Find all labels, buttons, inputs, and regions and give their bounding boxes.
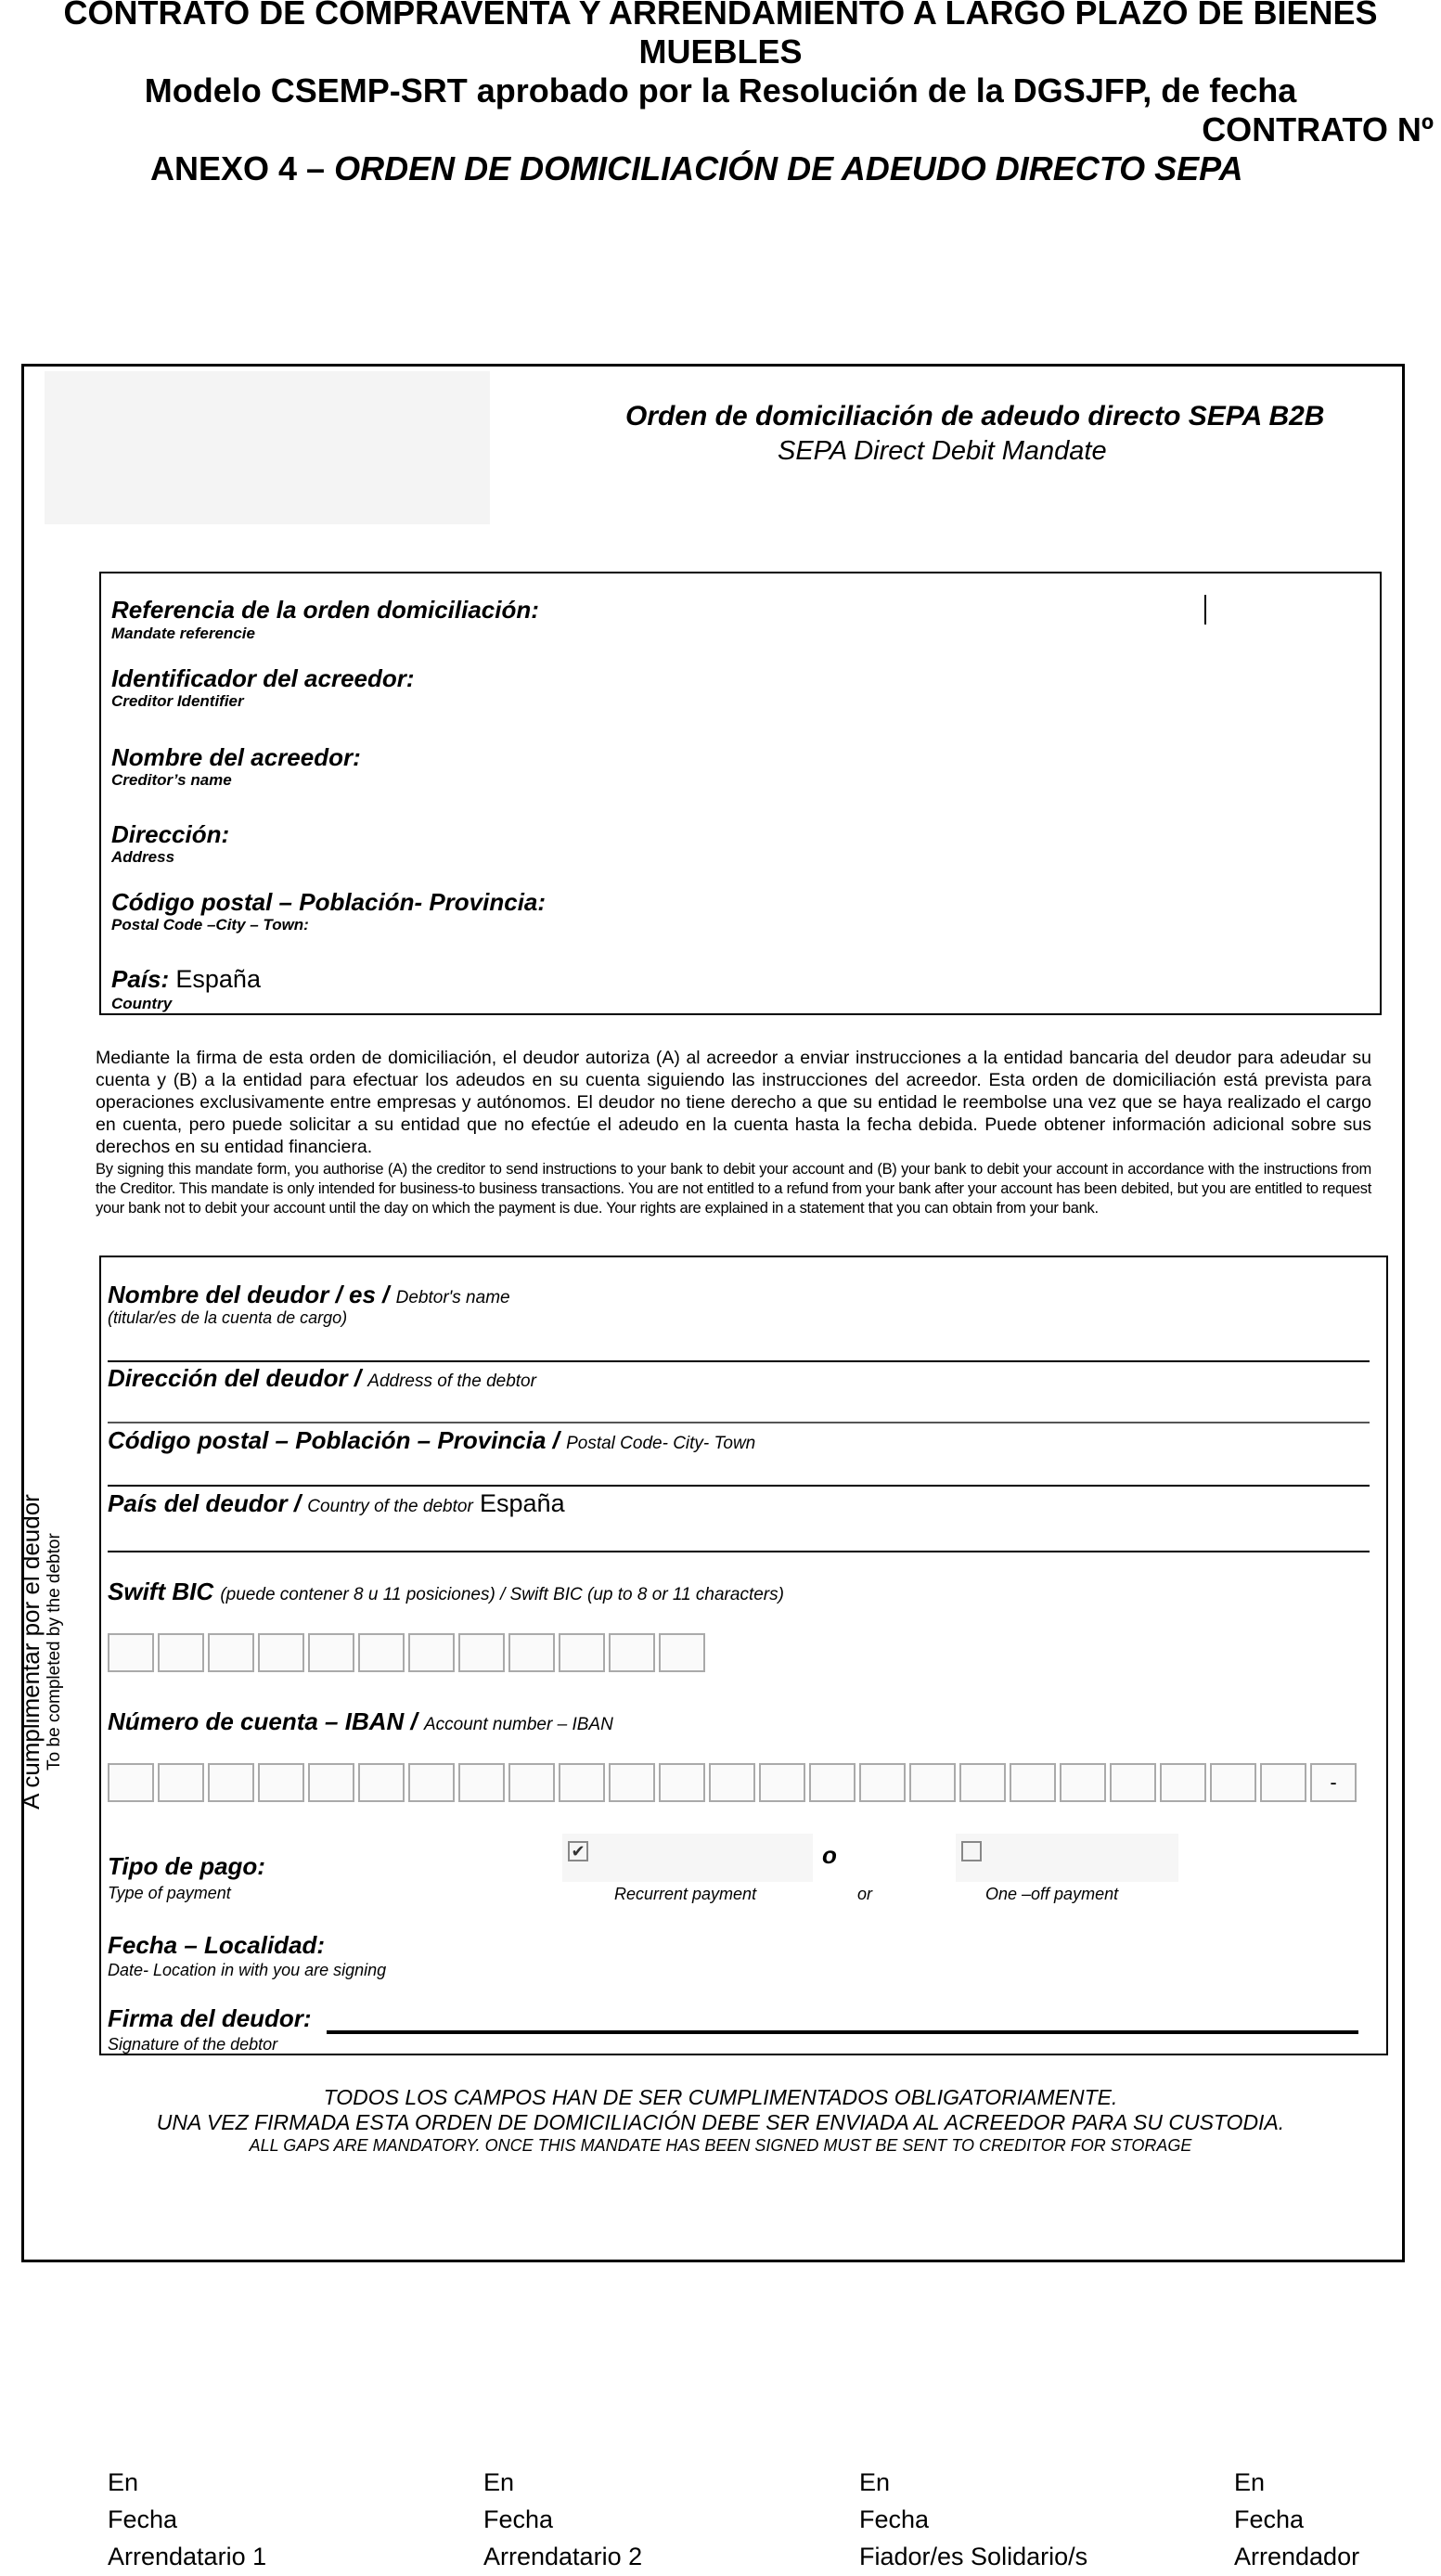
debtor-name-field[interactable] [108, 1360, 1370, 1362]
iban-cell[interactable] [859, 1763, 906, 1802]
debtor-postal-row [108, 1427, 755, 1457]
iban-cell[interactable] [909, 1763, 956, 1802]
signature-col-arrendatario-2 [483, 2464, 642, 2575]
iban-cell[interactable] [559, 1763, 605, 1802]
debtor-country-field[interactable] [108, 1551, 1370, 1552]
contract-title-line2: MUEBLES [638, 32, 803, 71]
or-en: or [857, 1885, 873, 1903]
sig-en: En [1234, 2468, 1266, 2496]
creditor-name-label: Nombre del acreedor: [111, 743, 361, 771]
sig-fecha: Fecha [1234, 2505, 1305, 2533]
iban-cell[interactable] [458, 1763, 505, 1802]
iban-cell[interactable] [959, 1763, 1006, 1802]
debtor-country-value: España [480, 1489, 565, 1517]
sig-fecha: Fecha [483, 2505, 554, 2533]
iban-cell[interactable] [208, 1763, 254, 1802]
bic-cell[interactable] [408, 1633, 455, 1672]
side-note-en: To be completed by the debtor [45, 1533, 64, 1771]
creditor-logo-area [45, 371, 490, 524]
mandate-text-es: Mediante la firma de esta orden de domiciliación, el deudor autoriza (A) al acreedor a enviar instrucciones a la entidad bancaria del deudor para adeudar su cuenta y (B) a la entidad para efectuar los adeudos en su cuenta siguiendo las instrucciones del acreedor. Esta orden de domiciliación está prevista para operaciones exclusivamente entre empresas y autónomos. El deudor no tiene derecho a que su entidad le reembolse una vez que se haya realizado el cargo en cuenta, pero puede solicitar a su entidad que no efectúe el adeudo en la cuenta hasta la fecha debida. Puede obtener información adicional sobre sus derechos en su entidad financiera. [96, 1048, 1371, 1157]
creditor-name-sub: Creditor’s name [111, 771, 232, 789]
sig-en: En [483, 2468, 515, 2496]
bic-row [108, 1578, 784, 1608]
signature-col-arrendador [1234, 2464, 1359, 2575]
bic-cell[interactable] [358, 1633, 405, 1672]
debtor-country-label: País del deudor / [108, 1489, 308, 1517]
sig-fecha: Fecha [859, 2505, 930, 2533]
annex-title [150, 150, 1242, 187]
iban-row [108, 1708, 613, 1738]
side-note [17, 1457, 65, 1847]
bic-en: (puede contener 8 u 11 posiciones) / Swift BIC (up to 8 or 11 characters) [220, 1585, 784, 1604]
sig-role: Arrendador [1234, 2543, 1360, 2570]
debtor-postal-label: Código postal – Población – Provincia / [108, 1426, 567, 1454]
mandate-text-en: By signing this mandate form, you authorise (A) the creditor to send instructions to your bank to debit your account and (B) your bank to debit your account in accordance with the instructions from the Creditor. This mandate is only intended for business-to business transactions. You are not entitled to a refund from your bank after your account has been debited, but you are entitled to request your bank not to debit your account until the day on which the payment is due. Your rights are explained in a statement that you can obtain from your bank. [96, 1161, 1371, 1217]
debtor-name-en: Debtor's name [395, 1288, 510, 1307]
mandate-reference-label: Referencia de la orden domiciliación: [111, 596, 539, 624]
debtor-postal-en: Postal Code- City- Town [566, 1434, 756, 1453]
footer-english: ALL GAPS ARE MANDATORY. ONCE THIS MANDATE HAS BEEN SIGNED MUST BE SENT TO CREDITOR FOR STORAGE [249, 2136, 1192, 2155]
or-es: o [822, 1841, 837, 1869]
iban-cell[interactable] [108, 1763, 154, 1802]
debtor-signature-sub: Signature of the debtor [108, 2035, 278, 2054]
sig-role: Fiador/es Solidario/s [859, 2543, 1088, 2570]
sig-role: Arrendatario 2 [483, 2543, 643, 2570]
footer-send: UNA VEZ FIRMADA ESTA ORDEN DE DOMICILIACIÓN DEBE SER ENVIADA AL ACREEDOR PARA SU CUSTODIA. [156, 2110, 1285, 2134]
debtor-name-label: Nombre del deudor / es / [108, 1281, 396, 1308]
debtor-signature-field[interactable] [327, 2030, 1358, 2034]
creditor-country-row [111, 966, 261, 992]
creditor-country-sub: Country [111, 995, 173, 1012]
iban-cell[interactable] [508, 1763, 555, 1802]
bic-cell[interactable] [609, 1633, 655, 1672]
bic-cell[interactable] [458, 1633, 505, 1672]
debtor-country-row [108, 1490, 565, 1520]
iban-cell[interactable] [158, 1763, 204, 1802]
debtor-name-row [108, 1282, 510, 1311]
creditor-id-sub: Creditor Identifier [111, 692, 244, 710]
debtor-postal-field[interactable] [108, 1485, 1370, 1487]
sig-en: En [859, 2468, 891, 2496]
annex-prefix: ANEXO 4 – [150, 149, 335, 187]
bic-cell[interactable] [559, 1633, 605, 1672]
debtor-signature-label: Firma del deudor: [108, 2004, 312, 2032]
bic-cell[interactable] [308, 1633, 354, 1672]
iban-cell[interactable] [1260, 1763, 1306, 1802]
side-note-es: A cumplimentar por el deudor [17, 1494, 45, 1810]
bic-cell[interactable] [108, 1633, 154, 1672]
bic-label: Swift BIC [108, 1578, 214, 1605]
iban-cell[interactable] [358, 1763, 405, 1802]
creditor-country-label: País: [111, 965, 170, 993]
iban-cell[interactable] [308, 1763, 354, 1802]
iban-cell[interactable] [709, 1763, 755, 1802]
bic-cell[interactable] [258, 1633, 304, 1672]
iban-cell-last[interactable]: - [1310, 1763, 1357, 1802]
bic-cell[interactable] [208, 1633, 254, 1672]
iban-cell[interactable] [1160, 1763, 1206, 1802]
annex-name: ORDEN DE DOMICILIACIÓN DE ADEUDO DIRECTO SEPA [334, 149, 1243, 187]
recurrent-area [562, 1834, 813, 1882]
date-location-label: Fecha – Localidad: [108, 1931, 326, 1959]
date-location-sub: Date- Location in with you are signing [108, 1961, 387, 1979]
creditor-country-value: España [175, 965, 261, 993]
iban-cell[interactable] [809, 1763, 856, 1802]
iban-cell[interactable] [1210, 1763, 1256, 1802]
sig-en: En [108, 2468, 139, 2496]
debtor-name-sub: (titular/es de la cuenta de cargo) [108, 1308, 348, 1327]
oneoff-label: One –off payment [985, 1885, 1119, 1903]
contract-model-line: Modelo CSEMP-SRT aprobado por la Resolución de la DGSJFP, de fecha [144, 71, 1297, 109]
payment-type-sub: Type of payment [108, 1884, 231, 1902]
iban-cell[interactable] [1060, 1763, 1106, 1802]
debtor-address-field[interactable] [108, 1422, 1370, 1423]
iban-cell[interactable] [1010, 1763, 1056, 1802]
contract-title-line1: CONTRATO DE COMPRAVENTA Y ARRENDAMIENTO A LARGO PLAZO DE BIENES [63, 0, 1378, 32]
mandate-title: Orden de domiciliación de adeudo directo SEPA B2B [625, 401, 1325, 431]
debtor-country-en: Country of the debtor [307, 1497, 473, 1516]
signature-col-arrendatario-1 [108, 2464, 266, 2575]
iban-cell[interactable] [759, 1763, 805, 1802]
debtor-address-en: Address of the debtor [367, 1372, 536, 1391]
iban-cell[interactable] [609, 1763, 655, 1802]
recurrent-label: Recurrent payment [614, 1885, 757, 1903]
creditor-id-label: Identificador del acreedor: [111, 664, 415, 692]
creditor-address-sub: Address [111, 848, 175, 866]
payment-type-label: Tipo de pago: [108, 1852, 265, 1880]
recurrent-checkbox[interactable]: ✔ [568, 1841, 588, 1861]
iban-cell[interactable] [258, 1763, 304, 1802]
creditor-address-label: Dirección: [111, 820, 230, 848]
mandate-subtitle: SEPA Direct Debit Mandate [778, 436, 1107, 466]
iban-en: Account number – IBAN [423, 1715, 613, 1734]
debtor-address-label: Dirección del deudor / [108, 1364, 368, 1392]
oneoff-area [956, 1834, 1178, 1882]
creditor-postal-sub: Postal Code –City – Town: [111, 916, 309, 934]
iban-cell[interactable] [659, 1763, 705, 1802]
contract-number-label: CONTRATO Nº [1202, 110, 1434, 148]
signature-col-fiador [859, 2464, 1087, 2575]
creditor-info-box [99, 572, 1382, 1015]
bic-cell[interactable] [659, 1633, 705, 1672]
text-cursor [1204, 595, 1206, 625]
sig-role: Arrendatario 1 [108, 2543, 267, 2570]
debtor-address-row [108, 1365, 536, 1395]
bic-cell[interactable] [158, 1633, 204, 1672]
sig-fecha: Fecha [108, 2505, 178, 2533]
bic-cell[interactable] [508, 1633, 555, 1672]
iban-cell[interactable] [408, 1763, 455, 1802]
footer-mandatory: TODOS LOS CAMPOS HAN DE SER CUMPLIMENTADOS OBLIGATORIAMENTE. [323, 2085, 1118, 2109]
creditor-postal-label: Código postal – Población- Provincia: [111, 888, 547, 916]
oneoff-checkbox[interactable] [961, 1841, 982, 1861]
mandate-reference-sub: Mandate referencie [111, 625, 255, 642]
iban-cell[interactable] [1110, 1763, 1156, 1802]
iban-label: Número de cuenta – IBAN / [108, 1707, 424, 1735]
